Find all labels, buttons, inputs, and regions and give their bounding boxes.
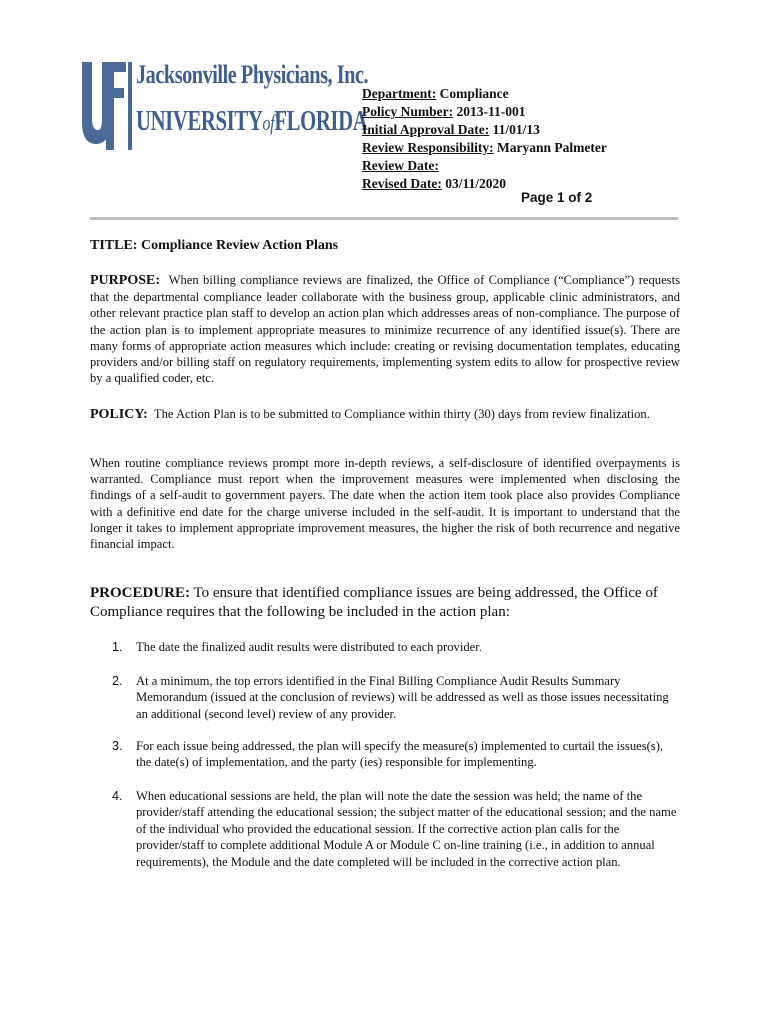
logo-line-jacksonville: Jacksonville Physicians, Inc. — [136, 60, 369, 89]
logo-line-university — [136, 106, 367, 138]
logo-university-word: UNIVERSITY — [136, 106, 263, 137]
procedure-label: PROCEDURE: — [90, 585, 190, 601]
policy-text: The Action Plan is to be submitted to Compliance within thirty (30) days from review finalization. — [153, 407, 650, 421]
logo-florida-word: FLORIDA — [274, 106, 368, 137]
uf-jacksonville-logo — [80, 60, 369, 160]
policy-number-row — [362, 103, 607, 121]
policy-paragraph-2: When routine compliance reviews prompt more in-depth reviews, a self-disclosure of identified overpayments is warranted. Compliance must report when the improvement measures were implemented when disclosing the findings of a self-audit to government payers. The date when the action item took place also provides Compliance with a definitive end date for the charge universe included in the self-audit. It is important to understand that the longer it takes to implement appropriate improvement measures, the higher the risk of both recurrence and negative financial impact. — [90, 456, 680, 552]
list-item-text: For each issue being addressed, the plan will specify the measure(s) implemented to curtail the issues(s), the date(s) of implementation, and the party (ies) responsible for implementing. — [136, 739, 664, 770]
department-value: Compliance — [439, 86, 509, 101]
review-responsibility-value: Maryann Palmeter — [497, 140, 607, 155]
procedure-text: To ensure that identified compliance issues are being addressed, the Office of Compliance requires that the following be included in the action plan: — [90, 585, 658, 620]
logo-of-word: of — [262, 110, 275, 135]
document-title: TITLE: Compliance Review Action Plans — [90, 238, 339, 253]
department-label: Department: — [362, 86, 437, 101]
page-number: Page 1 of 2 — [521, 190, 593, 205]
review-responsibility-label: Review Responsibility: — [362, 140, 494, 155]
list-item-number: 3. — [112, 739, 123, 753]
department-row — [362, 85, 607, 103]
policy-number-label: Policy Number: — [362, 104, 454, 119]
revised-date-value: 03/11/2020 — [445, 176, 506, 191]
review-responsibility-row — [362, 139, 607, 157]
list-item-number: 1. — [112, 640, 123, 654]
review-date-label: Review Date: — [362, 158, 439, 173]
policy-section — [90, 406, 680, 423]
initial-approval-label: Initial Approval Date: — [362, 122, 490, 137]
purpose-section — [90, 272, 680, 386]
purpose-text: When billing compliance reviews are finalized, the Office of Compliance (“Compliance”) requests that the departmental compliance leader collaborate with the business group, applicable clinic administrators, and other relevant practice plan staff to develop an action plan which addresses areas of non-compliance. The purpose of the action plan is to implement appropriate measures to minimize recurrence of any identified issue(s). There are many forms of appropriate action measures which include: creating or revising documentation templates, educating providers and/or billing staff on regulatory requirements, implementing system edits to allow for prospective review by a qualified coder, etc. — [90, 273, 680, 386]
policy-number-value: 2013-11-001 — [456, 104, 526, 119]
initial-approval-value: 11/01/13 — [492, 122, 540, 137]
list-item-number: 2. — [112, 674, 123, 688]
list-item-text: When educational sessions are held, the plan will note the date the session was held; the name of the provider/staff attending the educational session; the subject matter of the educational session; and the name of the individual who provided the educational session. If the corrective action plan calls for the provider/staff to complete additional Module A or Module C on-line training (i.e., in addition to annual requirements), the Module and the date completed will be included in the corrective action plan. — [136, 789, 677, 869]
uf-monogram-icon — [80, 60, 126, 152]
revised-date-label: Revised Date: — [362, 176, 442, 191]
list-item-text: The date the finalized audit results were distributed to each provider. — [136, 640, 482, 654]
procedure-section — [90, 584, 680, 621]
initial-approval-row — [362, 121, 607, 139]
header-divider — [90, 217, 678, 220]
review-date-row — [362, 157, 607, 175]
logo-divider — [128, 62, 132, 150]
list-item-number: 4. — [112, 789, 123, 803]
policy-header — [362, 85, 607, 193]
list-item-text: At a minimum, the top errors identified in the Final Billing Compliance Audit Results Summary Memorandum (issued at the conclusion of reviews) will be addressed as well as those issues necessitating an additional (second level) review of any provider. — [136, 674, 669, 721]
policy-label: POLICY: — [90, 407, 148, 422]
purpose-label: PURPOSE: — [90, 273, 160, 288]
